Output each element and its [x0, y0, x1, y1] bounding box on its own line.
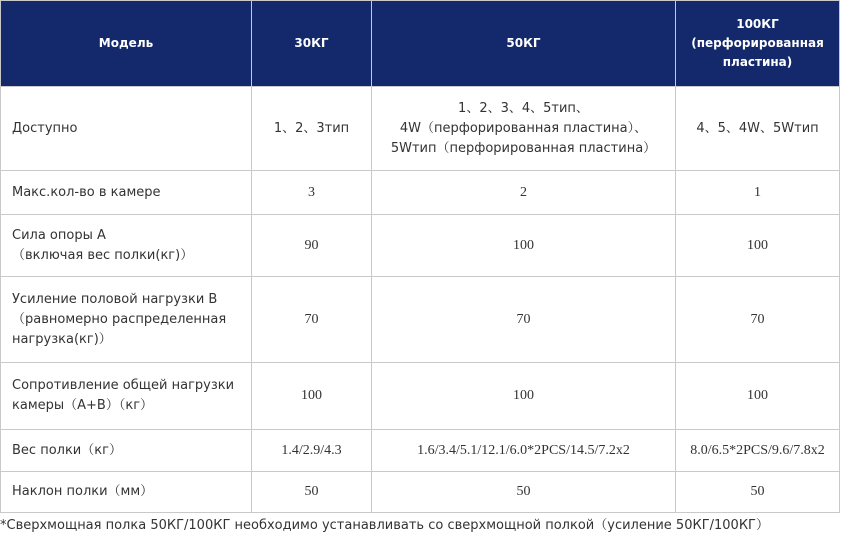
- header-30kg: 30КГ: [252, 1, 372, 87]
- floor-load-label-line3: нагрузка(кг)）: [12, 331, 112, 347]
- shelf-weight-50kg: 1.6/3.4/5.1/12.1/6.0*2PCS/14.5/7.2x2: [372, 430, 676, 472]
- support-force-30kg: 90: [252, 215, 372, 277]
- support-force-100kg: 100: [676, 215, 840, 277]
- header-100kg-line3: пластина): [722, 55, 793, 69]
- header-100kg-line1: 100КГ: [736, 17, 779, 31]
- available-50kg: [372, 87, 676, 171]
- available-50kg-line3: 5Wтип（перфорированная пластина）: [390, 140, 657, 156]
- header-100kg-line2: (перфорированная: [691, 36, 824, 50]
- max-qty-30kg: 3: [252, 171, 372, 215]
- row-total-load: [1, 363, 840, 430]
- shelf-tilt-50kg: 50: [372, 472, 676, 513]
- total-load-label-line1: Сопротивление общей нагрузки: [12, 378, 235, 393]
- header-100kg: [676, 1, 840, 87]
- floor-load-100kg: 70: [676, 277, 840, 363]
- header-row: [1, 1, 840, 87]
- label-support-force: [1, 215, 252, 277]
- total-load-30kg: 100: [252, 363, 372, 430]
- label-shelf-weight: Вес полки（кг）: [1, 430, 252, 472]
- floor-load-label-line2: （равномерно распределенная: [12, 311, 227, 327]
- label-available: Доступно: [1, 87, 252, 171]
- total-load-label-line2: камеры（A+B）（кг）: [12, 398, 154, 413]
- available-100kg-text: 4、5、4W、5Wтип: [696, 120, 819, 136]
- floor-load-30kg: 70: [252, 277, 372, 363]
- label-max-qty: Макс.кол-во в камере: [1, 171, 252, 215]
- support-force-50kg: 100: [372, 215, 676, 277]
- row-max-qty: [1, 171, 840, 215]
- max-qty-100kg: 1: [676, 171, 840, 215]
- support-force-label-line2: （включая вес полки(кг)）: [12, 247, 194, 263]
- row-support-force: [1, 215, 840, 277]
- total-load-50kg: 100: [372, 363, 676, 430]
- row-shelf-weight: [1, 430, 840, 472]
- row-available: [1, 87, 840, 171]
- floor-load-label-line1: Усиление половой нагрузки B: [12, 291, 218, 307]
- available-30kg: [252, 87, 372, 171]
- header-50kg: 50КГ: [372, 1, 676, 87]
- footnote: *Сверхмощная полка 50КГ/100КГ необходимо устанавливать со сверхмощной полкой（усиление 50КГ/100КГ）: [0, 518, 769, 533]
- shelf-tilt-30kg: 50: [252, 472, 372, 513]
- support-force-label-line1: Сила опоры A: [12, 227, 106, 243]
- label-floor-load: [1, 277, 252, 363]
- floor-load-50kg: 70: [372, 277, 676, 363]
- label-total-load: [1, 363, 252, 430]
- row-shelf-tilt: [1, 472, 840, 513]
- shelf-weight-100kg: 8.0/6.5*2PCS/9.6/7.8x2: [676, 430, 840, 472]
- label-shelf-tilt: Наклон полки（мм）: [1, 472, 252, 513]
- shelf-tilt-100kg: 50: [676, 472, 840, 513]
- row-floor-load: [1, 277, 840, 363]
- available-50kg-line1: 1、2、3、4、5тип、: [458, 100, 589, 116]
- max-qty-50kg: 2: [372, 171, 676, 215]
- available-30kg-text: 1、2、3тип: [273, 120, 350, 136]
- header-model: Модель: [1, 1, 252, 87]
- available-50kg-line2: 4W（перфорированная пластина）、: [399, 120, 648, 136]
- shelf-weight-30kg: 1.4/2.9/4.3: [252, 430, 372, 472]
- available-100kg: [676, 87, 840, 171]
- total-load-100kg: 100: [676, 363, 840, 430]
